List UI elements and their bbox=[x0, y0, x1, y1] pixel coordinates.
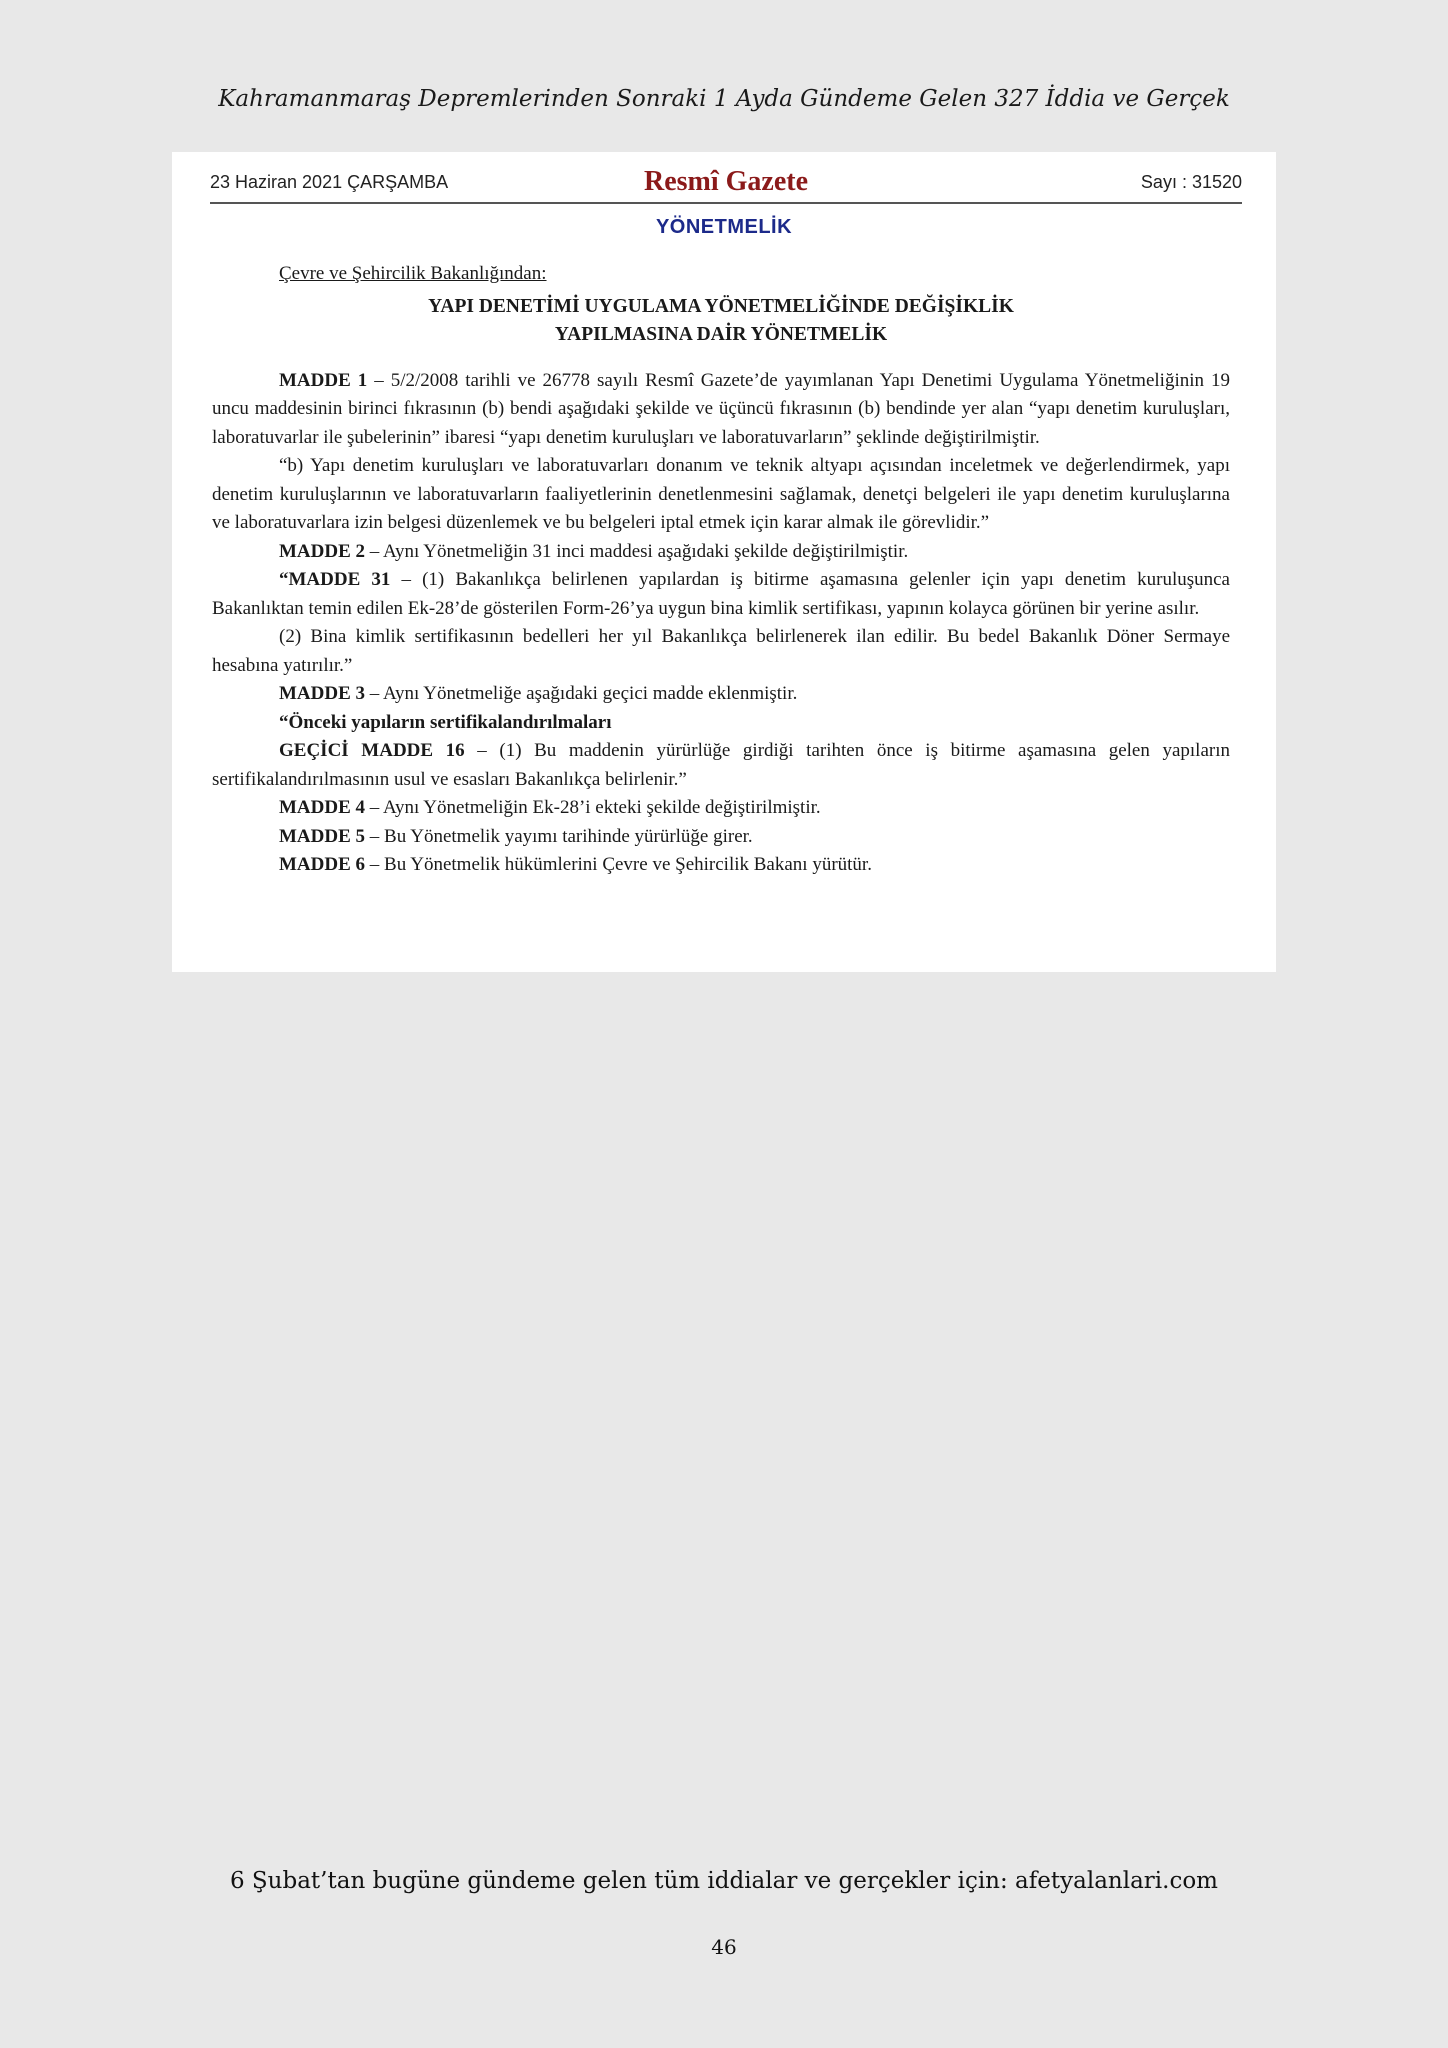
article-31 bbox=[212, 566, 1230, 623]
article-lead: MADDE 3 bbox=[279, 683, 366, 704]
article-1 bbox=[212, 367, 1230, 453]
article-text: – Aynı Yönetmeliğin Ek-28’i ekteki şekilde değiştirilmiştir. bbox=[365, 797, 821, 818]
footer-note: 6 Şubat’tan bugüne gündeme gelen tüm iddialar ve gerçekler için: afetyalanlari.com bbox=[229, 1868, 1218, 1894]
page-number: 46 bbox=[711, 1935, 737, 1959]
gazette-issue: Sayı : 31520 bbox=[1140, 172, 1242, 192]
article-text: (2) Bina kimlik sertifikasının bedelleri her yıl Bakanlıkça belirlenerek ilan edilir. Bu bedel Bakanlık Döner Sermaye hesabına yatırılır.” bbox=[212, 626, 1230, 676]
article-text: – Bu Yönetmelik hükümlerini Çevre ve Şehircilik Bakanı yürütür. bbox=[365, 854, 872, 875]
article-3 bbox=[212, 680, 1230, 709]
article-lead: “MADDE 31 bbox=[279, 569, 391, 590]
article-2 bbox=[212, 538, 1230, 567]
article-text: – Aynı Yönetmeliğin 31 inci maddesi aşağıdaki şekilde değiştirilmiştir. bbox=[365, 540, 909, 562]
article-lead: MADDE 4 bbox=[279, 797, 366, 818]
article-1-quote bbox=[212, 452, 1230, 538]
article-lead: “Önceki yapıların sertifikalandırılmaları bbox=[279, 711, 612, 733]
article-text: – (1) Bu maddenin yürürlüğe girdiği tarihten önce iş bitirme aşamasına gelen yapıların sertifikalandırılmasının usul ve esasları Bakanlıkça belirlenir.” bbox=[212, 740, 1231, 790]
regulation-title bbox=[212, 293, 1230, 349]
article-text: – Aynı Yönetmeliğe aşağıdaki geçici madde eklenmiştir. bbox=[365, 683, 798, 704]
article-lead: MADDE 6 bbox=[279, 854, 366, 875]
provisional-article-16 bbox=[212, 737, 1230, 794]
article-5 bbox=[212, 823, 1230, 852]
running-header: Kahramanmaraş Depremlerinden Sonraki 1 Ayda Gündeme Gelen 327 İddia ve Gerçek bbox=[218, 86, 1230, 112]
article-text: – Bu Yönetmelik yayımı tarihinde yürürlüğe girer. bbox=[365, 825, 753, 847]
provisional-heading bbox=[212, 709, 1230, 738]
gazette-name: Resmî Gazete bbox=[643, 166, 809, 197]
article-lead: MADDE 1 bbox=[279, 369, 368, 391]
gazette-date: 23 Haziran 2021 ÇARŞAMBA bbox=[210, 172, 449, 192]
article-text: – (1) Bakanlıkça belirlenen yapılardan iş bitirme aşamasına gelenler için yapı denetim kuruluşunca Bakanlıktan temin edilen Ek-28’de gösterilen Form-26’ya uygun bina kimlik sertifikası, yapının kolayca görünen bir yerine asılır. bbox=[212, 569, 1230, 619]
gazette-masthead bbox=[210, 166, 1242, 204]
section-heading: YÖNETMELİK bbox=[655, 216, 793, 238]
regulation-title-line2: YAPILMASINA DAİR YÖNETMELİK bbox=[554, 323, 888, 345]
article-lead: MADDE 5 bbox=[279, 825, 366, 847]
regulation-body bbox=[212, 260, 1230, 880]
article-31-clause-2 bbox=[212, 623, 1230, 680]
article-lead: MADDE 2 bbox=[279, 540, 366, 562]
ministry-line: Çevre ve Şehircilik Bakanlığından: bbox=[279, 263, 547, 284]
article-4 bbox=[212, 794, 1230, 823]
article-lead: GEÇİCİ MADDE 16 bbox=[279, 740, 465, 761]
article-text: – 5/2/2008 tarihli ve 26778 sayılı Resmî Gazete’de yayımlanan Yapı Denetimi Uygulama Yönetmeliğinin 19 uncu maddesinin birinci fıkrasının (b) bendi aşağıdaki şekilde ve üçüncü fıkrasının (b) bendinde yer alan “yapı denetim kuruluşları, laboratuvarlar ile şubelerinin” ibaresi “yapı denetim kuruluşları ve laboratuvarların” şeklinde değiştirilmiştir. bbox=[212, 369, 1230, 448]
gazette-clipping bbox=[172, 152, 1276, 972]
article-text: “b) Yapı denetim kuruluşları ve laboratuvarları donanım ve teknik altyapı açısından inceletmek ve değerlendirmek, yapı denetim kuruluşlarının ve laboratuvarların faaliyetlerinin denetlenmesini sağlamak, denetçi belgeleri ile yapı denetim kuruluşlarına ve laboratuvarlara izin belgesi düzenlemek ve bu belgeleri iptal etmek için karar almak ile görevlidir.” bbox=[212, 455, 1230, 533]
article-6 bbox=[212, 851, 1230, 880]
regulation-title-line1: YAPI DENETİMİ UYGULAMA YÖNETMELİĞİNDE DEĞİŞİKLİK bbox=[428, 295, 1014, 317]
